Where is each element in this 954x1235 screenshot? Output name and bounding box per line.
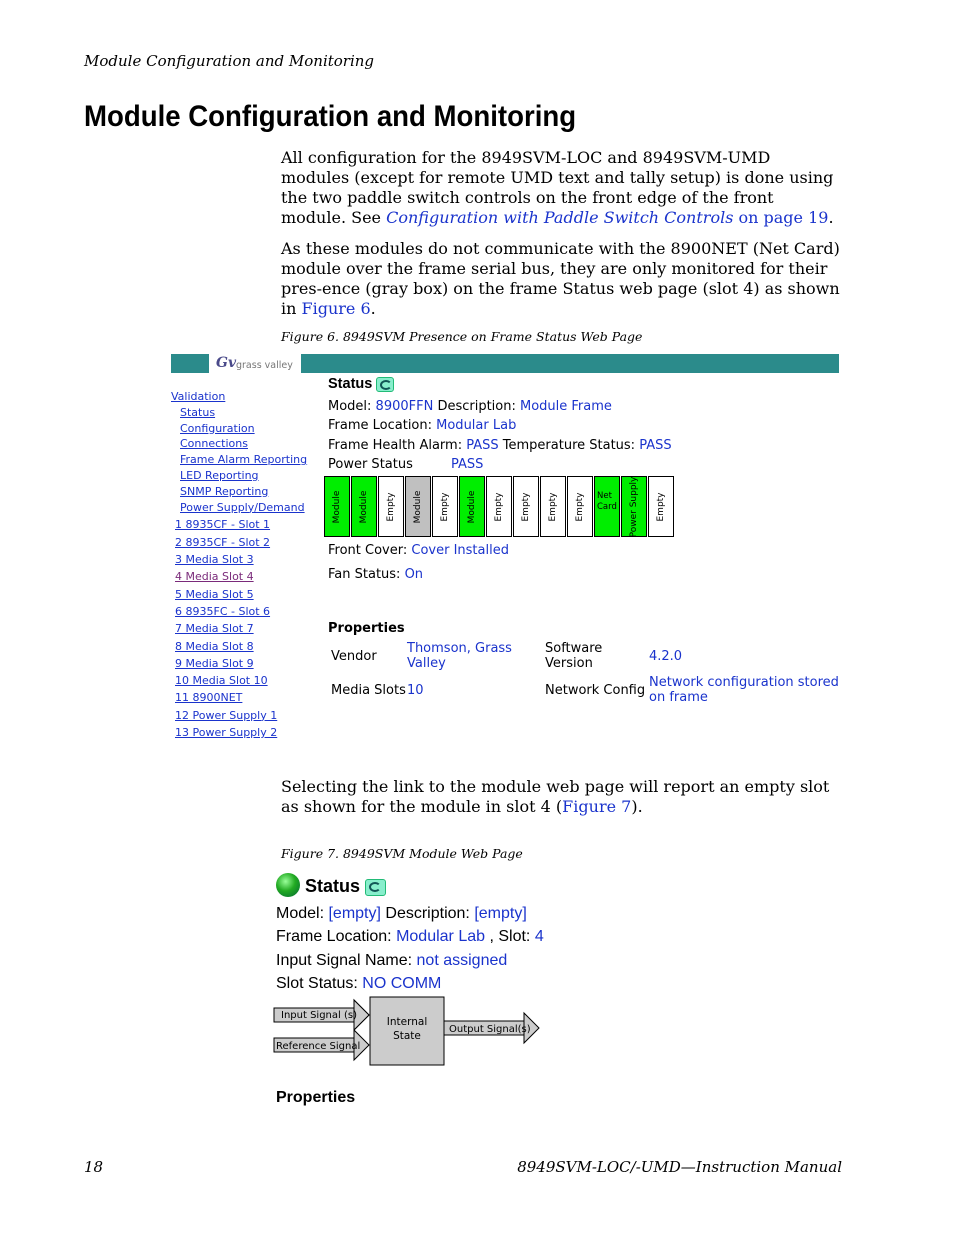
nav-link[interactable]: Frame Alarm Reporting (180, 453, 308, 467)
nav-link[interactable]: 7 Media Slot 7 (175, 622, 254, 636)
frame-slot-label: Power Supply (629, 476, 639, 537)
input-signal-name-line: Input Signal Name: not assigned (276, 952, 508, 969)
vendor-label: Vendor (331, 648, 377, 664)
nav-link[interactable]: 6 8935FC - Slot 6 (175, 604, 271, 618)
nav-link[interactable]: 9 Media Slot 9 (175, 656, 254, 670)
frame-slot[interactable] (648, 476, 674, 537)
page-number: 18 (84, 1158, 104, 1176)
nav-link[interactable]: 1 8935CF - Slot 1 (175, 518, 271, 532)
nav-link[interactable]: 11 8900NET (175, 691, 243, 705)
frame-slot-label: Empty (548, 491, 558, 522)
frame-slot-label: Empty (575, 491, 585, 522)
input-signal-label: Input Signal (s) (281, 1010, 357, 1021)
nav-link[interactable]: Configuration (180, 421, 255, 435)
frame-slot-label: Empty (656, 491, 666, 522)
frame-slot[interactable] (540, 476, 566, 537)
status-led-icon (276, 873, 300, 897)
frame-slot[interactable] (567, 476, 593, 537)
refresh-icon[interactable] (365, 879, 386, 896)
module-status-title: Status (305, 876, 386, 897)
nav-link[interactable]: Power Supply/Demand (180, 500, 305, 514)
module-location-line: Frame Location: Modular Lab , Slot: 4 (276, 928, 544, 945)
frame-status-title: Status (328, 376, 394, 392)
network-config-value: Network configuration stored on frame (649, 675, 839, 705)
nav-link[interactable]: SNMP Reporting (180, 484, 269, 498)
frame-slot-label: Empty (386, 491, 396, 522)
nav-link[interactable]: 2 8935CF - Slot 2 (175, 535, 271, 549)
nav-link[interactable]: 4 Media Slot 4 (175, 570, 254, 584)
nav-link[interactable]: 3 Media Slot 3 (175, 553, 254, 566)
frame-slot-label: Module (332, 490, 342, 523)
page-ref-link[interactable]: on page 19 (733, 208, 829, 227)
figure6-caption: Figure 6. 8949SVM Presence on Frame Status Web Page (281, 329, 643, 344)
nav-link[interactable]: 12 Power Supply 1 (175, 708, 278, 722)
front-cover-line: Front Cover: Cover Installed (328, 543, 509, 558)
power-status-value: PASS (451, 457, 484, 472)
internal-state-label: Internal State (386, 1016, 428, 1042)
figure7-link[interactable]: Figure 7 (562, 797, 632, 816)
frame-slot[interactable] (405, 476, 431, 537)
frame-slot[interactable] (513, 476, 539, 537)
nav-link[interactable]: Validation (171, 390, 226, 403)
monitoring-paragraph: As these modules do not communicate with the 8900NET (Net Card) module over the frame serial bus, they are only monitored for their pres-ence (gray box) on the frame Status web page (slot 4) as shown in Figure 6. (281, 239, 840, 318)
frame-slot[interactable] (486, 476, 512, 537)
nav-link[interactable]: 8 Media Slot 8 (175, 639, 254, 653)
vendor-value: Thomson, Grass Valley (407, 641, 512, 671)
input-signal-arrow (274, 1000, 369, 1030)
nav-link[interactable]: Status (180, 405, 216, 419)
nav-link[interactable]: 5 Media Slot 5 (175, 587, 254, 601)
frame-location-line: Frame Location: Modular Lab (328, 418, 517, 433)
manual-title: 8949SVM-LOC/-UMD—Instruction Manual (517, 1158, 842, 1176)
frame-slot-label: Empty (440, 491, 450, 522)
frame-slot-label: Empty (494, 491, 504, 522)
frame-health-line: Frame Health Alarm: PASS Temperature Status: PASS (328, 438, 672, 453)
frame-slot-label: Net Card (597, 491, 617, 512)
frame-properties-table (328, 640, 844, 708)
grass-valley-logo-icon: Gv (216, 355, 237, 371)
nav-link[interactable]: 13 Power Supply 2 (175, 726, 278, 739)
software-version-value: 4.2.0 (649, 648, 683, 664)
module-model-line: Model: [empty] Description: [empty] (276, 905, 527, 922)
nav-link[interactable]: Connections (180, 437, 248, 451)
slot-status-line: Slot Status: NO COMM (276, 975, 442, 992)
frame-slot-label: Module (359, 490, 369, 523)
frame-slot[interactable] (378, 476, 404, 537)
logo-wordmark: grass valley (236, 360, 293, 371)
frame-slot[interactable] (432, 476, 458, 537)
figure7-caption: Figure 7. 8949SVM Module Web Page (281, 846, 523, 861)
media-slots-label: Media Slots (331, 682, 406, 698)
module-link-paragraph: Selecting the link to the module web page will report an empty slot as shown for the module in slot 4 (Figure 7). (281, 777, 830, 816)
frame-slot[interactable] (351, 476, 377, 537)
network-config-label: Network Config (545, 682, 646, 698)
intro-paragraph: All configuration for the 8949SVM-LOC and 8949SVM-UMD modules (except for remote UMD text and tally setup) is done using the two paddle switch controls on the front edge of the front module. See Configuration with Paddle Switch Controls on page 19. (281, 148, 834, 227)
reference-signal-arrow (274, 1030, 369, 1060)
figure6-link[interactable]: Figure 6 (301, 299, 371, 318)
section-heading: Module Configuration and Monitoring (84, 100, 577, 133)
module-properties-title: Properties (276, 1089, 356, 1106)
media-slots-value: 10 (407, 682, 424, 698)
frame-model-line: Model: 8900FFN Description: Module Frame (328, 399, 612, 414)
frame-slot-label: Module (467, 490, 477, 523)
power-status-line: Power Status (328, 457, 413, 472)
internal-state-box (370, 997, 444, 1065)
frame-slot[interactable] (621, 476, 647, 537)
frame-slot[interactable] (324, 476, 350, 537)
paddle-switch-link[interactable]: Configuration with Paddle Switch Controls (386, 208, 734, 227)
frame-slot-label: Module (413, 490, 423, 523)
frame-slot-map (324, 476, 675, 537)
refresh-icon[interactable] (376, 377, 394, 392)
output-signal-label: Output Signal(s) (449, 1024, 531, 1035)
nav-link[interactable]: LED Reporting (180, 469, 259, 482)
frame-slot[interactable] (594, 476, 620, 537)
frame-slot-label: Empty (521, 491, 531, 522)
software-version-label: Software Version (545, 641, 603, 671)
reference-signal-label: Reference Signal (276, 1041, 361, 1052)
frame-slot[interactable] (459, 476, 485, 537)
frame-properties-title: Properties (328, 621, 405, 636)
nav-link[interactable]: 10 Media Slot 10 (175, 674, 268, 688)
running-header: Module Configuration and Monitoring (84, 52, 375, 70)
fan-status-line: Fan Status: On (328, 567, 424, 582)
output-signal-arrow (444, 1013, 539, 1043)
signal-flow-diagram (272, 996, 544, 1068)
